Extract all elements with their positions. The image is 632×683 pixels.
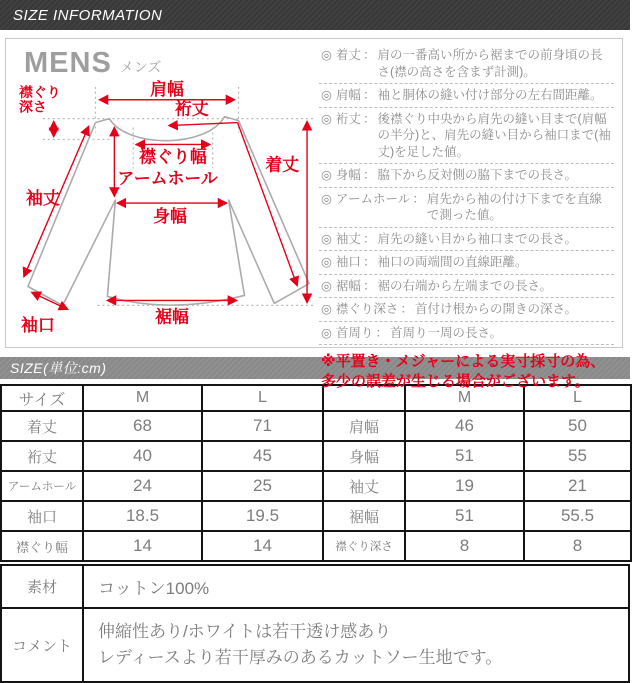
- measure-value-cell: 71: [202, 411, 323, 441]
- definition-colon: ：: [362, 168, 376, 182]
- size-header-cell: L: [524, 385, 631, 411]
- mens-title-row: [18, 45, 315, 80]
- measure-value-cell: 50: [524, 411, 631, 441]
- definition-item: [319, 164, 614, 188]
- material-value: コットン100%: [83, 565, 629, 608]
- definition-term: 袖口: [335, 255, 361, 269]
- measure-label-cell: 襟ぐり幅: [1, 531, 83, 561]
- definition-item: [319, 108, 614, 165]
- measure-value-cell: 8: [405, 531, 524, 561]
- size-table-row: [1, 441, 631, 471]
- measure-value-cell: 14: [83, 531, 202, 561]
- definition-item: [319, 228, 614, 252]
- size-section-title: SIZE(単位:cm): [10, 360, 107, 376]
- bullet-icon: ◎: [321, 231, 332, 246]
- bullet-icon: ◎: [321, 302, 332, 316]
- definition-colon: ：: [362, 255, 376, 269]
- label-neck-width: 襟ぐり幅: [139, 147, 207, 167]
- definition-term: 襟ぐり深さ: [335, 302, 399, 316]
- size-table-row: [1, 531, 631, 561]
- size-header-cell: サイズ: [1, 385, 83, 411]
- page-title: SIZE INFORMATION: [13, 6, 163, 24]
- measure-label-cell: 肩幅: [323, 411, 405, 441]
- definition-desc: 首付け根からの開きの深さ。: [414, 302, 577, 316]
- material-label: 素材: [1, 565, 83, 608]
- measure-value-cell: 55: [524, 441, 631, 471]
- definition-colon: ：: [362, 88, 376, 102]
- size-table: [0, 384, 632, 562]
- measure-value-cell: 55.5: [524, 501, 631, 531]
- definition-term: 首周り: [335, 325, 374, 340]
- definition-term: 裄丈: [335, 111, 361, 126]
- measure-value-cell: 46: [405, 411, 524, 441]
- bullet-icon: ◎: [321, 48, 332, 62]
- definition-term: 肩幅: [335, 88, 361, 102]
- comment-line: レディースより若干厚みのあるカットソー生地です。: [98, 648, 503, 667]
- bullet-icon: ◎: [321, 88, 332, 102]
- measure-value-cell: 40: [83, 441, 202, 471]
- definition-desc: 肩先から袖の付け下までを直線で測った値。: [426, 191, 602, 222]
- comment-row: [1, 608, 629, 682]
- measure-value-cell: 51: [405, 501, 524, 531]
- bullet-icon: ◎: [321, 278, 332, 293]
- label-cuff: 袖口: [20, 316, 55, 336]
- size-header-cell: M: [405, 385, 524, 411]
- measure-value-cell: 25: [202, 471, 323, 501]
- definition-colon: ：: [362, 278, 376, 293]
- definition-item: [319, 251, 614, 275]
- definition-term: 裾幅: [335, 278, 361, 293]
- label-shoulder-width: 肩幅: [150, 79, 184, 99]
- mens-title: MENS: [24, 47, 112, 79]
- label-sleeve-length: 袖丈: [25, 189, 60, 209]
- measure-value-cell: 18.5: [83, 501, 202, 531]
- measure-label-cell: 袖丈: [323, 471, 405, 501]
- label-body-width: 身幅: [153, 206, 187, 226]
- mens-subtitle: メンズ: [119, 59, 162, 75]
- measure-value-cell: 45: [202, 441, 323, 471]
- diagram-column: [6, 39, 315, 347]
- definition-term: 袖丈: [335, 231, 361, 246]
- measure-label-cell: 袖口: [1, 501, 83, 531]
- definition-item: [319, 84, 614, 108]
- shirt-measurement-diagram: [18, 80, 316, 342]
- material-row: [1, 565, 629, 608]
- definition-desc: 肩の一番高い所から裾までの前身頃の長さ(襟の高さを含まず計測)。: [377, 48, 603, 79]
- definition-item: [319, 44, 614, 84]
- bullet-icon: ◎: [321, 168, 332, 182]
- definition-desc: 首周り一周の長さ。: [389, 325, 502, 340]
- definition-desc: 肩先の縫い目から袖口までの長さ。: [377, 231, 577, 246]
- definition-colon: ：: [375, 325, 388, 340]
- size-header-cell: M: [83, 385, 202, 411]
- label-sleeve-reach: 裄丈: [174, 99, 209, 119]
- measure-label-cell: 着丈: [1, 411, 83, 441]
- bullet-icon: ◎: [321, 325, 332, 340]
- measurement-disclaimer-note: ※平置き・メジャーによる実寸採寸の為、多少の誤差が生じる場合がございます。: [321, 353, 606, 391]
- definition-desc: 後襟ぐり中央から肩先の縫い目まで(肩幅の半分)と、肩先の縫い目から袖口まで(袖丈)を足した値。: [377, 111, 611, 159]
- definition-desc: 脇下から反対側の脇下までの長さ。: [377, 168, 577, 182]
- size-information-header: [0, 0, 630, 30]
- size-table-row: [1, 501, 631, 531]
- material-comment-table: [0, 564, 630, 683]
- label-neck-depth-1: 襟ぐり: [18, 83, 61, 100]
- bullet-icon: ◎: [321, 191, 332, 206]
- definition-desc: 袖口の両端間の直線距離。: [377, 255, 528, 269]
- definition-desc: 袖と胴体の縫い付け部分の左右間距離。: [377, 88, 603, 102]
- measure-value-cell: 14: [202, 531, 323, 561]
- size-header-cell: L: [202, 385, 323, 411]
- measure-value-cell: 19: [405, 471, 524, 501]
- definition-term: 身幅: [335, 168, 361, 182]
- definition-term: 着丈: [335, 48, 361, 62]
- label-neck-depth-2: 深さ: [18, 98, 47, 115]
- comment-value: [83, 608, 629, 682]
- measure-value-cell: 21: [524, 471, 631, 501]
- bullet-icon: ◎: [321, 255, 332, 269]
- measure-value-cell: 24: [83, 471, 202, 501]
- label-body-length: 着丈: [265, 155, 300, 175]
- label-armhole: アームホール: [117, 169, 218, 189]
- bullet-icon: ◎: [321, 111, 332, 126]
- definition-item: [319, 275, 614, 299]
- size-table-row: [1, 411, 631, 441]
- definition-item: [319, 188, 614, 228]
- comment-line: 伸縮性あり/ホワイトは若干透け感あり: [98, 621, 392, 641]
- definition-term: アームホール: [335, 191, 411, 206]
- measure-label-cell: 裾幅: [323, 501, 405, 531]
- definition-item: [319, 298, 614, 322]
- definition-desc: 裾の右端から左端までの長さ。: [377, 278, 552, 293]
- shirt-diagram-container: [18, 80, 315, 347]
- definition-colon: ：: [412, 191, 425, 206]
- definition-colon: ：: [362, 111, 376, 126]
- label-hem-width: 裾幅: [155, 307, 189, 327]
- measure-label-cell: 身幅: [323, 441, 405, 471]
- definitions-column: [315, 39, 622, 391]
- measurement-definitions: [319, 44, 614, 345]
- measure-label-cell: 襟ぐり深さ: [323, 531, 405, 561]
- measure-label-cell: アームホール: [1, 471, 83, 501]
- measure-value-cell: 8: [524, 531, 631, 561]
- size-table-row: [1, 471, 631, 501]
- definition-colon: ：: [362, 231, 376, 246]
- measure-value-cell: 51: [405, 441, 524, 471]
- definition-colon: ：: [400, 302, 413, 316]
- measure-value-cell: 19.5: [202, 501, 323, 531]
- comment-label: コメント: [1, 608, 83, 682]
- definition-colon: ：: [362, 48, 376, 62]
- measure-label-cell: 裄丈: [1, 441, 83, 471]
- definition-item: [319, 322, 614, 346]
- measure-value-cell: 68: [83, 411, 202, 441]
